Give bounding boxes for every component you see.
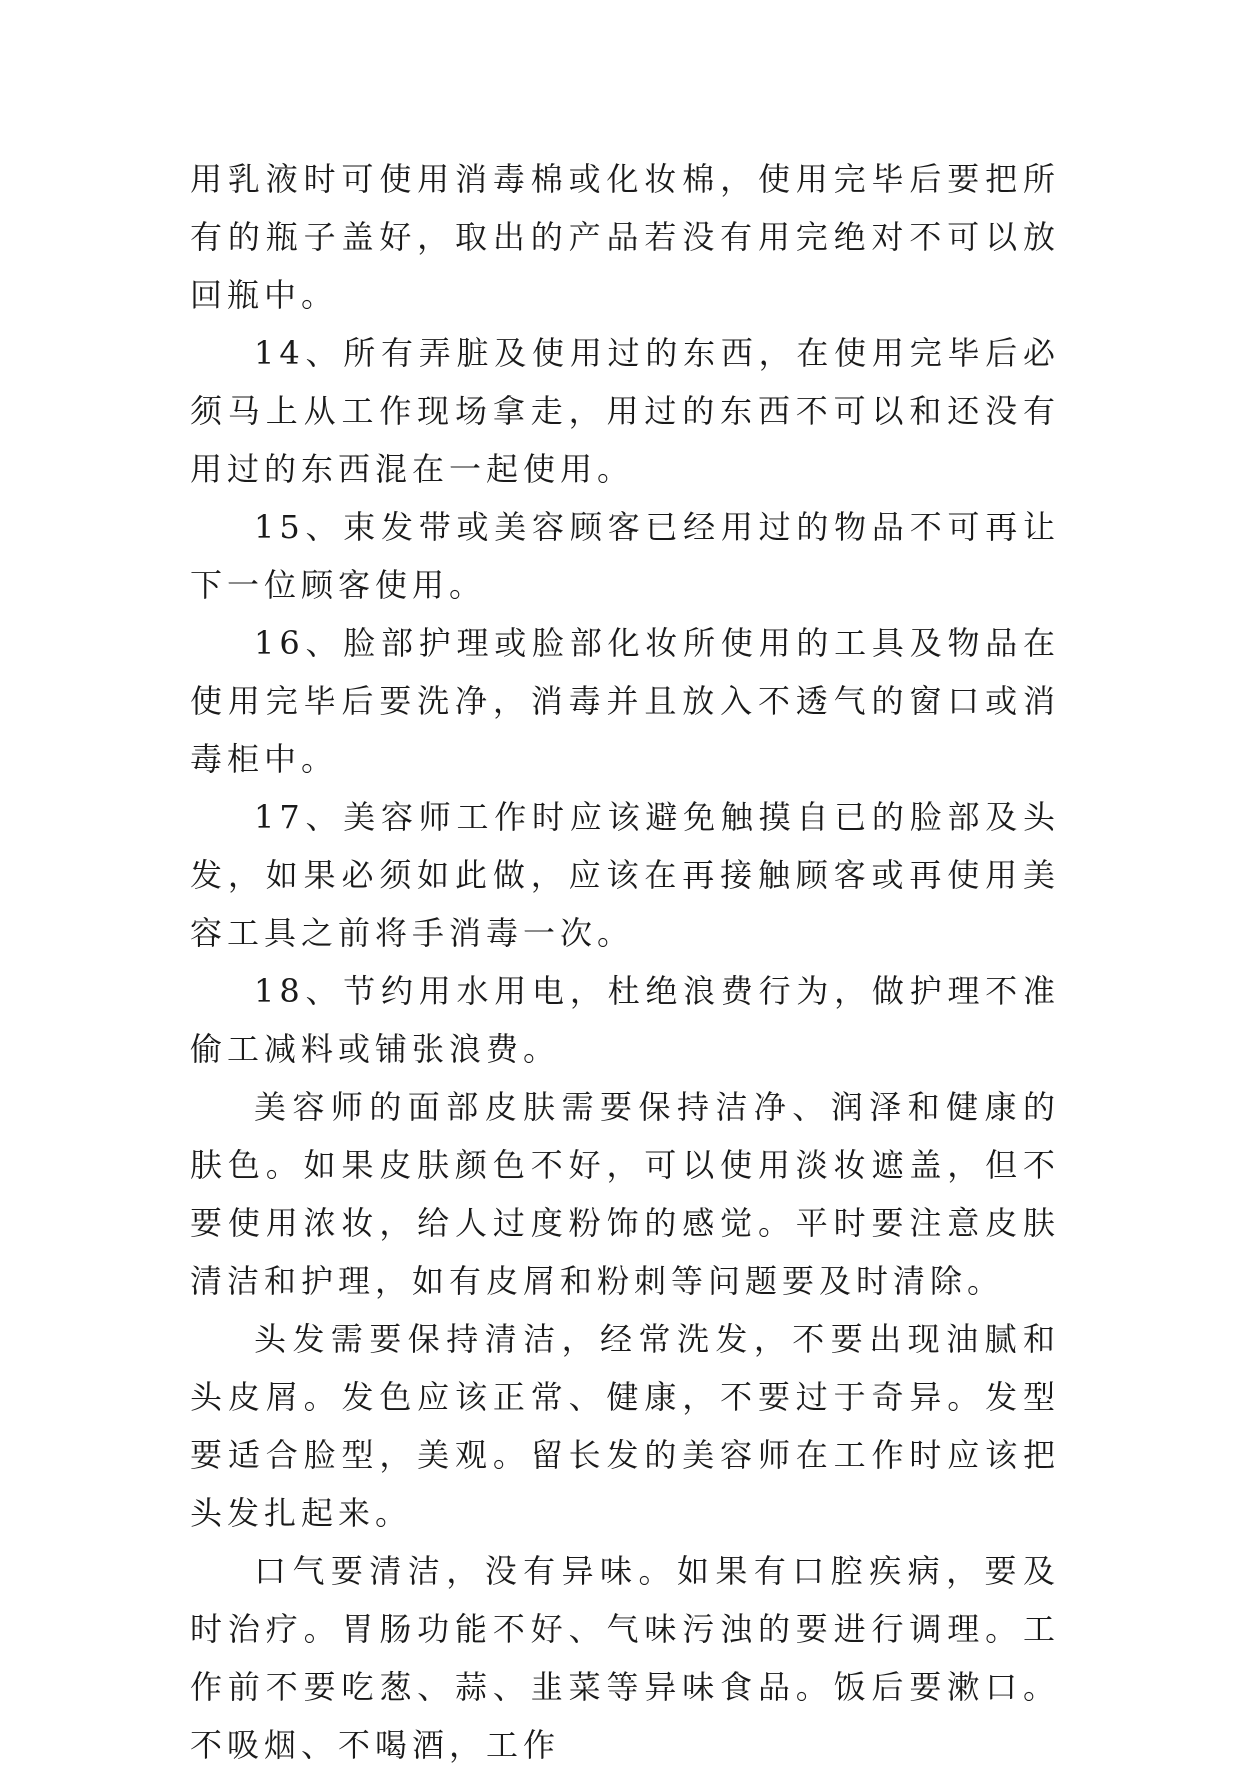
paragraph-facial-skin: 美容师的面部皮肤需要保持洁净、润泽和健康的肤色。如果皮肤颜色不好，可以使用淡妆遮盖，但不要使用浓妆，给人过度粉饰的感觉。平时要注意皮肤清洁和护理，如有皮屑和粉刺等问题要及时清除。 xyxy=(190,1088,1060,1300)
paragraph-15: 15、束发带或美容顾客已经用过的物品不可再让下一位顾客使用。 xyxy=(190,508,1060,604)
paragraph-18: 18、节约用水用电，杜绝浪费行为，做护理不准偷工减料或铺张浪费。 xyxy=(190,972,1060,1068)
paragraph-breath: 口气要清洁，没有异味。如果有口腔疾病，要及时治疗。胃肠功能不好、气味污浊的要进行调理。工作前不要吃葱、蒜、韭菜等异味食品。饭后要漱口。不吸烟、不喝酒，工作 xyxy=(190,1552,1060,1764)
paragraph-17: 17、美容师工作时应该避免触摸自已的脸部及头发，如果必须如此做，应该在再接触顾客或再使用美容工具之前将手消毒一次。 xyxy=(190,798,1060,952)
paragraph-14: 14、所有弄脏及使用过的东西，在使用完毕后必须马上从工作现场拿走，用过的东西不可以和还没有用过的东西混在一起使用。 xyxy=(190,334,1060,488)
paragraph-1: 用乳液时可使用消毒棉或化妆棉，使用完毕后要把所有的瓶子盖好，取出的产品若没有用完绝对不可以放回瓶中。 xyxy=(190,160,1060,314)
paragraph-16: 16、脸部护理或脸部化妆所使用的工具及物品在使用完毕后要洗净，消毒并且放入不透气的窗口或消毒柜中。 xyxy=(190,624,1060,778)
document-page xyxy=(190,150,1060,1774)
paragraph-hair: 头发需要保持清洁，经常洗发，不要出现油腻和头皮屑。发色应该正常、健康，不要过于奇异。发型要适合脸型，美观。留长发的美容师在工作时应该把头发扎起来。 xyxy=(190,1320,1060,1532)
